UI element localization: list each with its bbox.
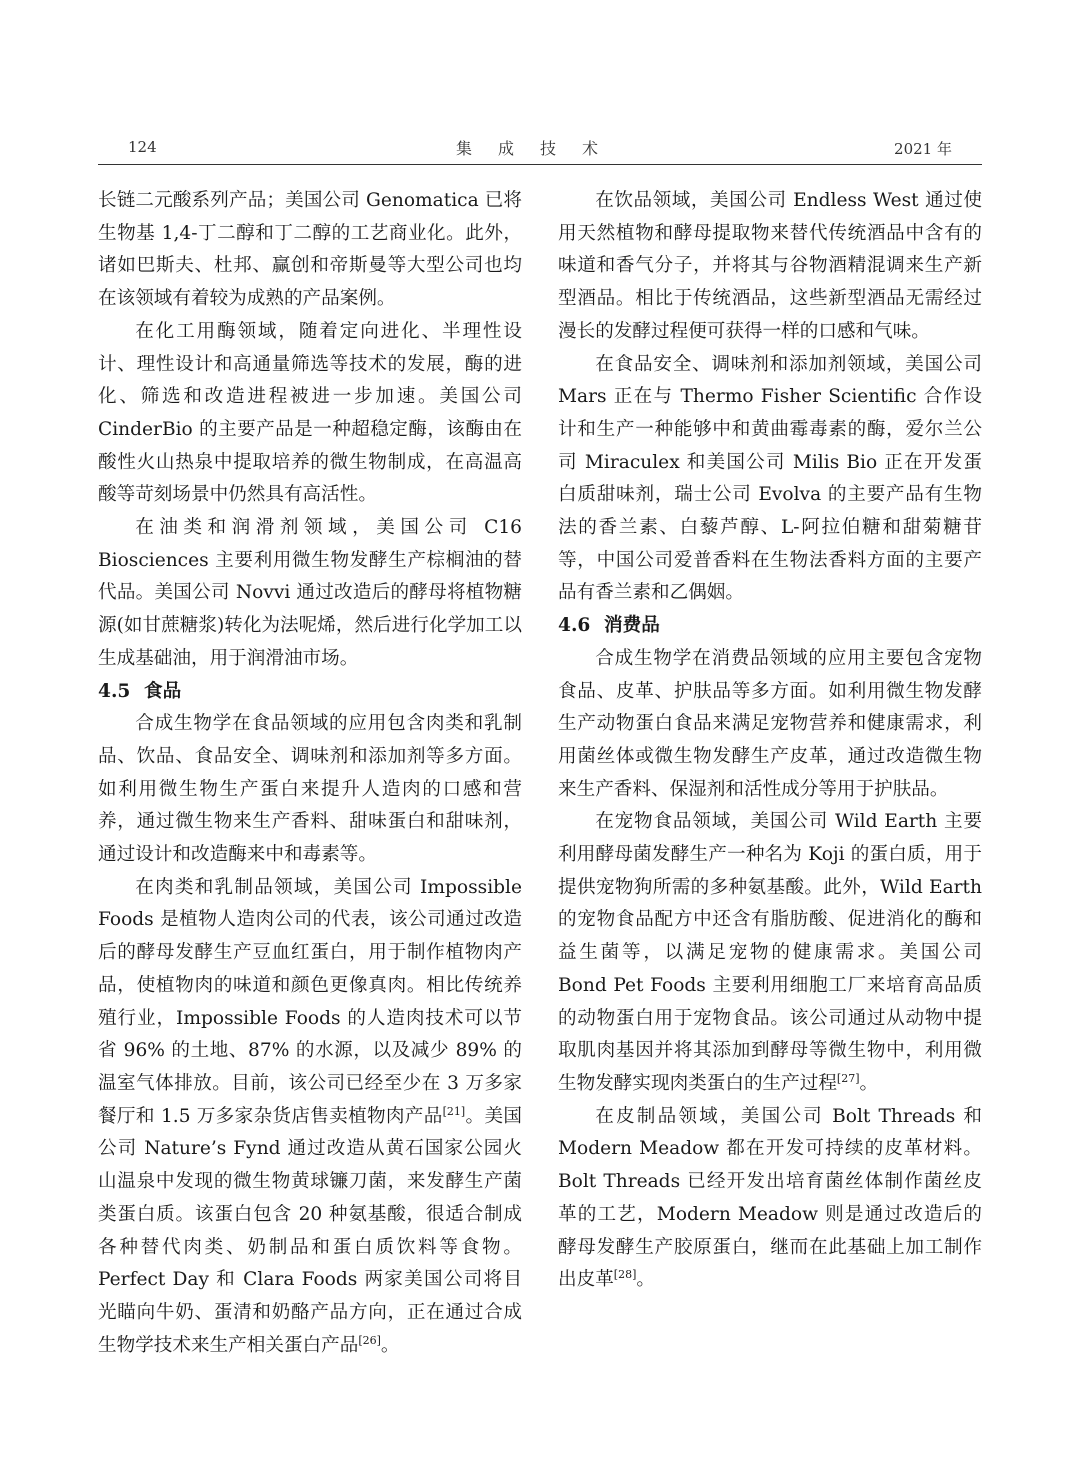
text-run: 在宠物食品领域，美国公司 Wild Earth 主要利用酵母菌发酵生产一种名为 Koji 的蛋白质，用于提供宠物狗所需的多种氨基酸。此外，Wild Earth 的宠物食品配方中还含有脂肪酸、促进消化的酶和益生菌等，以满足宠物的健康需求。美国公司 Bond Pet Foods 主要利用细胞工厂来培育高品质的动物蛋白用于宠物食品。该公司通过从动物中提取肌肉基因并将其添加到酵母等微生物中，利用微生物发酵实现肉类蛋白的生产过程 bbox=[558, 811, 982, 1094]
page-number: 124 bbox=[128, 138, 157, 156]
citation-26: [26] bbox=[358, 1333, 381, 1347]
section-number: 4.6 bbox=[558, 615, 591, 637]
section-title: 消费品 bbox=[604, 615, 660, 637]
paragraph: 在饮品领域，美国公司 Endless West 通过使用天然植物和酵母提取物来替代传统酒品中含有的味道和香气分子，并将其与谷物酒精混调来生产新型酒品。相比于传统酒品，这些新型酒品无需经过漫长的发酵过程便可获得一样的口感和气味。 bbox=[558, 190, 982, 342]
text-run: 。美国公司 Nature’s Fynd 通过改造从黄石国家公园火山温泉中发现的微生物黄球镰刀菌，来发酵生产菌类蛋白质。该蛋白包含 20 种氨基酸，很适合制成各种替代肉类、奶制品和蛋白质饮料等食物。Perfect Day 和 Clara Foods 两家美国公司将目光瞄向牛奶、蛋清和奶酪产品方向，正在通过合成生物学技术来生产相关蛋白产品 bbox=[98, 1105, 522, 1356]
paragraph: 在油类和润滑剂领域，美国公司 C16 Biosciences 主要利用微生物发酵生产棕榈油的替代品。美国公司 Novvi 通过改造后的酵母将植物糖源(如甘蔗糖浆)转化为法呢烯，然后进行化学加工以生成基础油，用于润滑油市场。 bbox=[98, 517, 522, 669]
text-run: 。 bbox=[859, 1072, 879, 1094]
journal-title: 集成技术 bbox=[455, 139, 624, 158]
citation-27: [27] bbox=[836, 1071, 860, 1085]
text-run: 。 bbox=[380, 1334, 400, 1356]
section-heading-4-6 bbox=[558, 610, 982, 643]
text-run: 在皮制品领域，美国公司 Bolt Threads 和 Modern Meadow 都在开发可持续的皮革材料。Bolt Threads 已经开发出培育菌丝体制作菌丝皮革的工艺，Modern Meadow 则是通过改造后的酵母发酵生产胶原蛋白，继而在此基础上加工制作出皮革 bbox=[558, 1105, 982, 1291]
left-column bbox=[98, 185, 522, 1362]
paragraph bbox=[558, 806, 982, 1100]
running-header bbox=[98, 134, 982, 165]
citation-28: [28] bbox=[613, 1268, 637, 1282]
citation-21: [21] bbox=[442, 1104, 466, 1118]
section-heading-4-5 bbox=[98, 676, 522, 709]
paragraph: 合成生物学在消费品领域的应用主要包含宠物食品、皮革、护肤品等多方面。如利用微生物发酵生产动物蛋白食品来满足宠物营养和健康需求，利用菌丝体或微生物发酵生产皮革，通过改造微生物来生产香料、保湿剂和活性成分等用于护肤品。 bbox=[558, 647, 982, 800]
text-run: 在肉类和乳制品领域，美国公司 Impossible Foods 是植物人造肉公司的代表，该公司通过改造后的酵母发酵生产豆血红蛋白，用于制作植物肉产品，使植物肉的味道和颜色更像真肉。相比传统养殖行业，Impossible Foods 的人造肉技术可以节省 96% 的土地、87% 的水源，以及减少 89% 的温室气体排放。目前，该公司已经至少在 3 万多家餐厅和 1.5 万多家杂货店售卖植物肉产品 bbox=[98, 876, 522, 1127]
paragraph: 在化工用酶领域，随着定向进化、半理性设计、理性设计和高通量筛选等技术的发展，酶的进化、筛选和改造进程被进一步加速。美国公司 CinderBio 的主要产品是一种超稳定酶，该酶由在酸性火山热泉中提取培养的微生物制成，在高温高酸等苛刻场景中仍然具有高活性。 bbox=[98, 320, 522, 506]
paragraph bbox=[558, 1101, 982, 1297]
text-run: 。 bbox=[636, 1269, 655, 1291]
right-column bbox=[558, 185, 982, 1297]
year: 2021 年 bbox=[894, 140, 952, 158]
paragraph: 在食品安全、调味剂和添加剂领域，美国公司 Mars 正在与 Thermo Fisher Scientific 合作设计和生产一种能够中和黄曲霉毒素的酶，爱尔兰公司 Miraculex 和美国公司 Milis Bio 正在开发蛋白质甜味剂，瑞士公司 Evolva 的主要产品有生物法的香兰素、白藜芦醇、L-阿拉伯糖和甜菊糖苷等，中国公司爱普香料在生物法香料方面的主要产品有香兰素和乙偶姻。 bbox=[558, 353, 982, 604]
section-title: 食品 bbox=[144, 680, 182, 702]
paragraph: 长链二元酸系列产品；美国公司 Genomatica 已将生物基 1,4-丁二醇和丁二醇的工艺商业化。此外，诸如巴斯夫、杜邦、赢创和帝斯曼等大型公司也均在该领域有着较为成熟的产品案例。 bbox=[98, 190, 522, 310]
paragraph bbox=[98, 872, 522, 1363]
section-number: 4.5 bbox=[98, 680, 131, 702]
paragraph: 合成生物学在食品领域的应用包含肉类和乳制品、饮品、食品安全、调味剂和添加剂等多方面。如利用微生物生产蛋白来提升人造肉的口感和营养，通过微生物来生产香料、甜味蛋白和甜味剂，通过设计和改造酶来中和毒素等。 bbox=[98, 713, 522, 866]
